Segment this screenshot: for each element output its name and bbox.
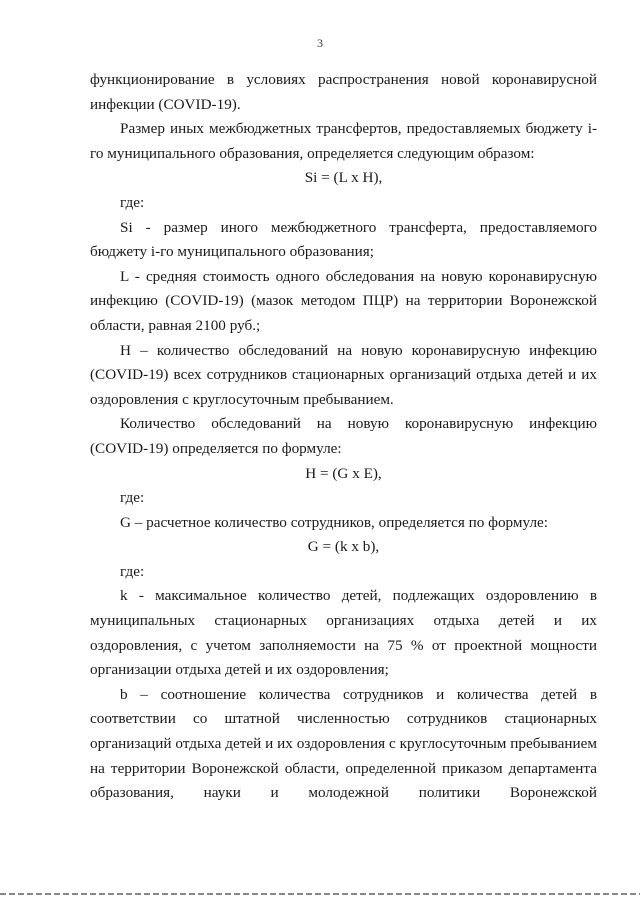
page-number: 3 — [317, 36, 323, 50]
definition-h: H – количество обследований на новую коронавирусную инфекцию (COVID-19) всех сотрудников стационарных организаций отдыха детей и их оздоровления с круглосуточным пребыванием. — [90, 341, 597, 408]
paragraph-test-count: Количество обследований на новую коронавирусную инфекцию (COVID-19) определяется по формуле: — [90, 415, 597, 457]
definition-si: Si - размер иного межбюджетного трансферта, предоставляемого бюджету i-го муниципального образования; — [90, 218, 597, 261]
where-label: где: — [120, 562, 145, 580]
document-body — [90, 68, 597, 806]
definition-k: k - максимальное количество детей, подлежащих оздоровлению в муниципальных стационарных организациях отдыха детей и их оздоровления, с учетом заполняемости на 75 % от проектной мощности организации отдыха детей и их оздоровления; — [90, 587, 597, 679]
definition-g: G – расчетное количество сотрудников, определяется по формуле: — [120, 513, 548, 531]
where-label: где: — [120, 489, 145, 507]
paragraph-covid-context: функционирование в условиях распространения новой коронавирусной инфекции (COVID-19). — [90, 71, 597, 113]
formula-g: G = (k x b), — [307, 538, 380, 556]
page-bottom-border — [0, 893, 640, 895]
paragraph-transfer-size: Размер иных межбюджетных трансфертов, предоставляемых бюджету i-го муниципального образования, определяется следующим образом: — [90, 120, 597, 162]
formula-si: Si = (L x H), — [304, 169, 383, 187]
definition-l: L - средняя стоимость одного обследования на новую коронавирусную инфекцию (COVID-19) (мазок методом ПЦР) на территории Воронежской области, равная 2100 руб.; — [90, 267, 597, 334]
formula-h: H = (G x E), — [305, 464, 382, 482]
where-label: где: — [120, 193, 145, 211]
definition-b: b – соотношение количества сотрудников и количества детей в соответствии со штатной численностью сотрудников стационарных организаций отдыха детей и их оздоровления с круглосуточным пребыванием на территории Воронежской области, определенной приказом департамента образования, науки и молодежной политики Воронежской — [90, 685, 597, 802]
